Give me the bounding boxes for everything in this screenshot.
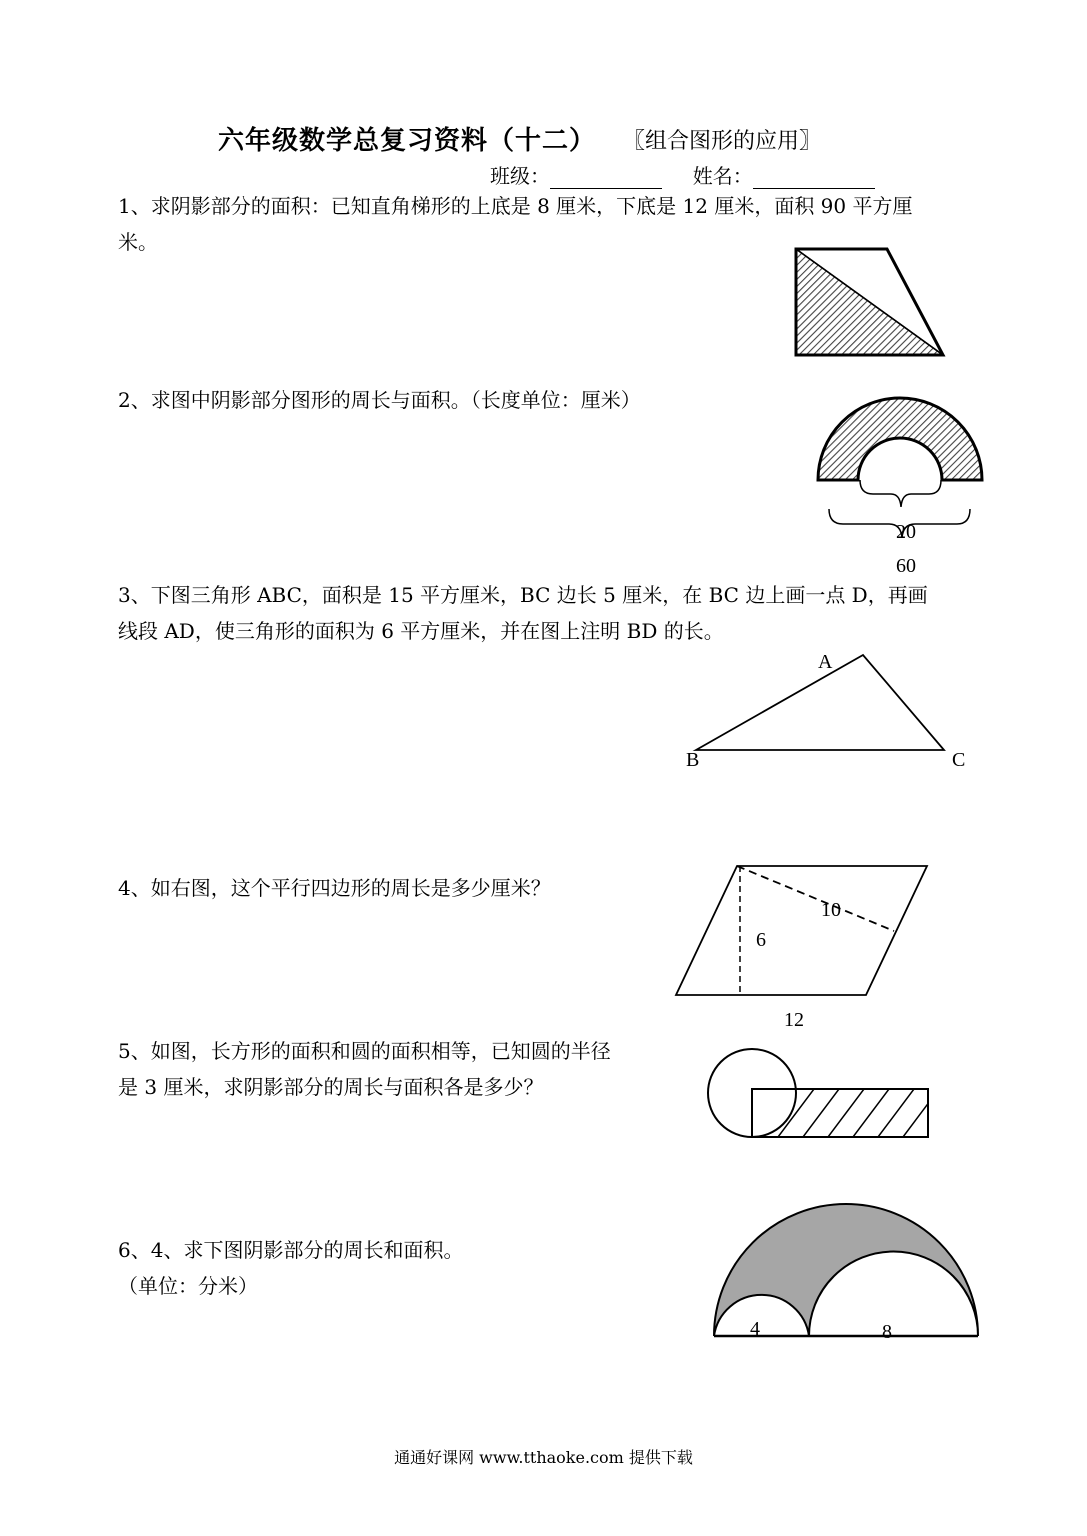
question-4-line1: 4、如右图，这个平行四边形的周长是多少厘米？ xyxy=(118,876,551,900)
question-3 xyxy=(118,577,928,649)
page-footer: 通通好课网 www.tthaoke.com 提供下载 xyxy=(394,1448,693,1467)
name-blank[interactable] xyxy=(753,168,875,189)
vertex-c-label: C xyxy=(952,749,966,771)
page-subtitle: 〖组合图形的应用〗 xyxy=(623,129,822,154)
question-6 xyxy=(118,1232,463,1304)
inner-brace xyxy=(860,480,941,507)
inner-diameter-label: 20 xyxy=(896,521,916,543)
student-info-line xyxy=(490,160,875,189)
semicircle-ring-figure xyxy=(805,392,995,577)
question-5-line2: 是 3 厘米，求阴影部分的周长与面积各是多少？ xyxy=(118,1075,544,1099)
vertex-a-label: A xyxy=(818,651,833,673)
rectangle-outline xyxy=(752,1089,928,1137)
parallelogram-outline xyxy=(676,866,927,995)
question-2-line1: 2、求图中阴影部分图形的周长与面积。（长度单位：厘米） xyxy=(118,388,641,412)
question-1-line2: 米。 xyxy=(118,230,158,254)
large-diameter-label: 8 xyxy=(882,1321,892,1343)
base-length-label: 12 xyxy=(784,1009,804,1031)
small-diameter-label: 4 xyxy=(750,1318,760,1340)
name-label: 姓名： xyxy=(692,164,753,188)
shaded-region xyxy=(714,1204,978,1336)
question-2 xyxy=(118,382,641,418)
height-length-label: 6 xyxy=(756,929,766,951)
question-3-line1: 3、下图三角形 ABC，面积是 15 平方厘米，BC 边长 5 厘米，在 BC 边上画一点 D，再画 xyxy=(118,583,928,607)
perpendicular-line xyxy=(737,866,894,931)
outer-diameter-label: 60 xyxy=(896,555,916,577)
question-6-line2: （单位：分米） xyxy=(118,1274,258,1298)
class-blank[interactable] xyxy=(550,168,662,189)
vertex-b-label: B xyxy=(686,749,700,771)
circle-rectangle-figure xyxy=(700,1042,935,1144)
perpendicular-length-label: 10 xyxy=(821,899,841,921)
semicircles-figure xyxy=(706,1198,986,1348)
page-title: 六年级数学总复习资料（十二） xyxy=(218,126,597,156)
question-5 xyxy=(118,1033,611,1105)
question-3-line2: 线段 AD，使三角形的面积为 6 平方厘米，并在图上注明 BD 的长。 xyxy=(118,619,724,643)
trapezoid-figure xyxy=(790,243,950,359)
question-1-line1: 1、求阴影部分的面积：已知直角梯形的上底是 8 厘米，下底是 12 厘米，面积 90 平方厘 xyxy=(118,194,913,218)
rectangle-hatching xyxy=(778,1089,939,1137)
shaded-ring xyxy=(818,398,982,480)
class-label: 班级： xyxy=(490,164,550,188)
question-4 xyxy=(118,870,551,906)
parallelogram-figure xyxy=(670,860,935,1035)
question-6-line1: 6、4、求下图阴影部分的周长和面积。 xyxy=(118,1238,464,1262)
question-5-line1: 5、如图，长方形的面积和圆的面积相等，已知圆的半径 xyxy=(118,1039,611,1063)
triangle-abc-figure xyxy=(680,645,980,775)
